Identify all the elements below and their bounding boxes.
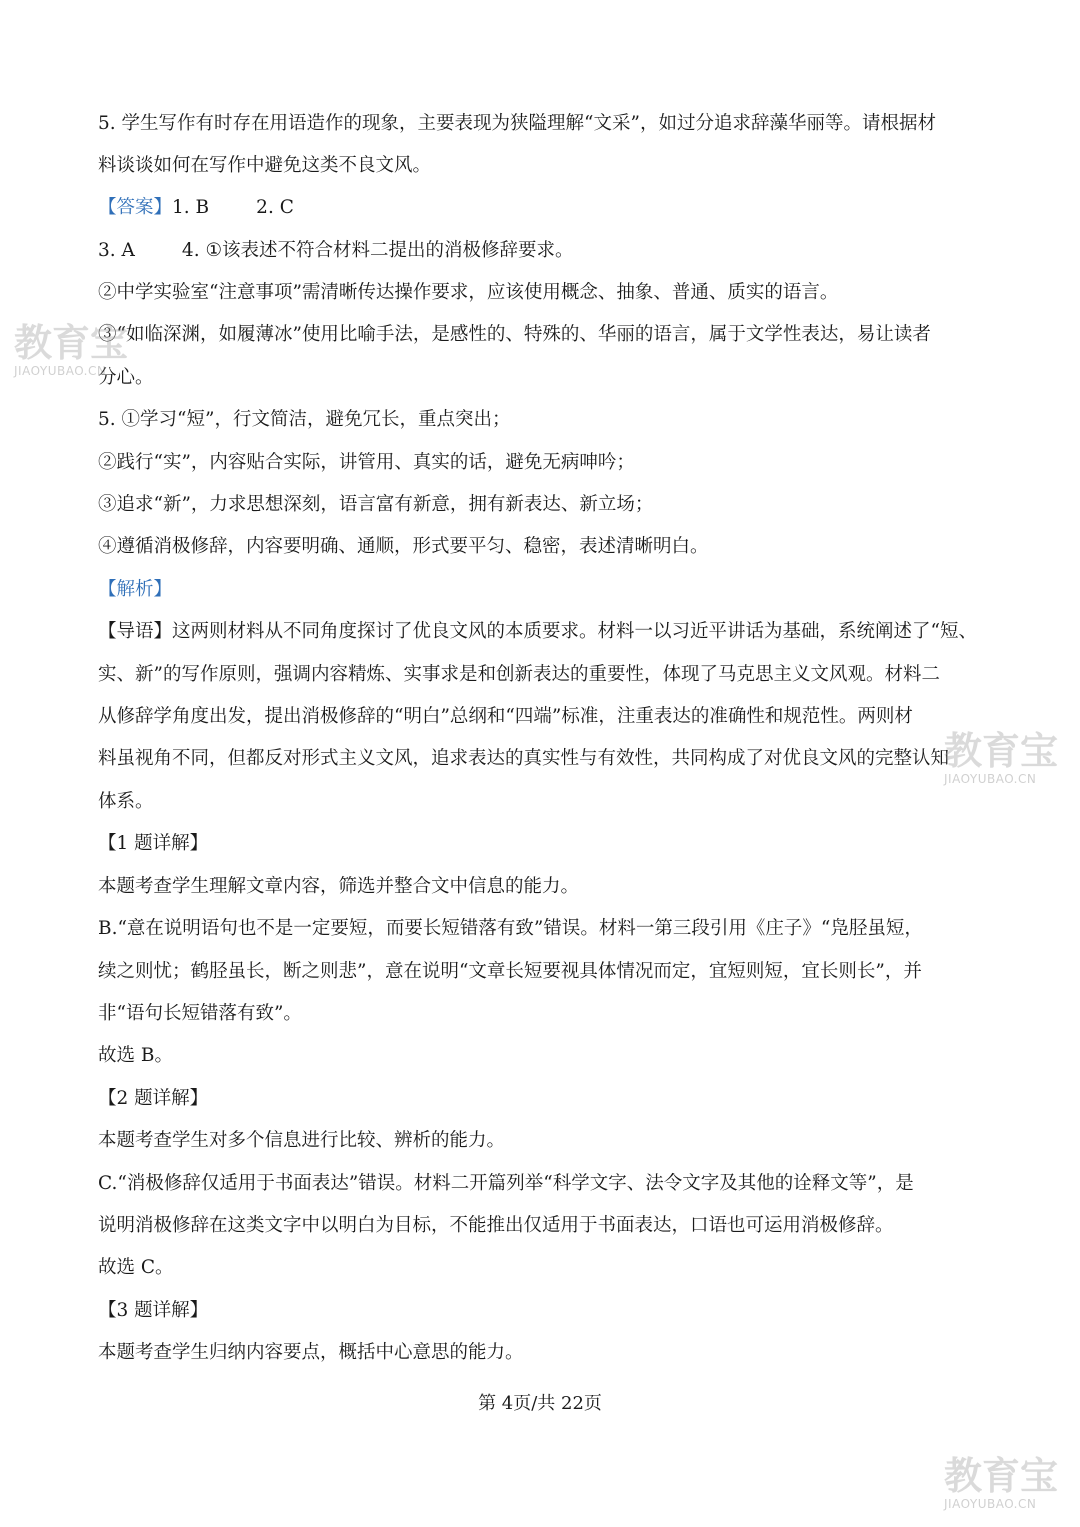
- text-line: ④遵循消极修辞，内容要明确、通顺，形式要平匀、稳密，表述清晰明白。: [98, 536, 709, 557]
- answer-line: [98, 195, 982, 221]
- text-line: 5. 学生写作有时存在用语造作的现象，主要表现为狭隘理解“文采”，如过分追求辞藻华丽等。请根据材: [98, 113, 936, 134]
- text-line: 料虽视角不同，但都反对形式主义文风，追求表达的真实性与有效性，共同构成了对优良文风的完整认知: [98, 748, 950, 769]
- watermark-text: 教育宝: [14, 321, 129, 365]
- text-line: 本题考查学生归纳内容要点，概括中心意思的能力。: [98, 1342, 524, 1363]
- text-line: ③“如临深渊，如履薄冰”使用比喻手法，是感性的、特殊的、华丽的语言，属于文学性表达，易让读者: [98, 324, 931, 345]
- watermark-logo: [944, 1455, 1062, 1515]
- section-heading: 【3 题详解】: [98, 1300, 209, 1321]
- watermark-url: JIAOYUBAO.CN: [14, 364, 107, 378]
- text-line: ②中学实验室“注意事项”需清晰传达操作要求，应该使用概念、抽象、普通、质实的语言。: [98, 282, 839, 303]
- text-line: 非“语句长短错落有致”。: [98, 1003, 302, 1024]
- analysis-label: 【解析】: [98, 579, 173, 600]
- text-line: 料谈谈如何在写作中避免这类不良文风。: [98, 155, 432, 176]
- watermark-text: 教育宝: [944, 1454, 1059, 1498]
- page-number: 第 4页/共 22页: [478, 1393, 602, 1414]
- watermark-url: JIAOYUBAO.CN: [944, 1497, 1037, 1511]
- text-line: B.“意在说明语句也不是一定要短，而要长短错落有致”错误。材料一第三段引用《庄子》“凫胫虽短，: [98, 918, 923, 939]
- text-line: 体系。: [98, 791, 154, 812]
- text-line: 说明消极修辞在这类文字中以明白为目标，不能推出仅适用于书面表达，口语也可运用消极修辞。: [98, 1215, 894, 1236]
- text-line: 故选 B。: [98, 1045, 173, 1066]
- text-line: 实、新”的写作原则，强调内容精炼、实事求是和创新表达的重要性，体现了马克思主义文风观。材料二: [98, 664, 940, 685]
- section-heading: 【2 题详解】: [98, 1088, 209, 1109]
- answer-text: 1. B 2. C: [172, 197, 294, 218]
- text-line: 本题考查学生对多个信息进行比较、辨析的能力。: [98, 1130, 506, 1151]
- text-line: 故选 C。: [98, 1257, 174, 1278]
- text-line: 续之则忧；鹤胫虽长，断之则悲”，意在说明“文章长短要视具体情况而定，宜短则短，宜长则长”，并: [98, 961, 922, 982]
- watermark-url: JIAOYUBAO.CN: [944, 772, 1037, 786]
- section-heading: 【1 题详解】: [98, 833, 209, 854]
- text-line: 分心。: [98, 367, 154, 388]
- text-line: ③追求“新”，力求思想深刻，语言富有新意，拥有新表达、新立场；: [98, 494, 654, 515]
- text-line: ②践行“实”，内容贴合实际，讲管用、真实的话，避免无病呻吟；: [98, 452, 635, 473]
- answer-label: 【答案】: [98, 197, 173, 218]
- analysis-heading: [98, 577, 982, 603]
- text-line: C.“消极修辞仅适用于书面表达”错误。材料二开篇列举“科学文字、法令文字及其他的诠释文等”，是: [98, 1173, 914, 1194]
- text-line: 5. ①学习“短”，行文简洁，避免冗长，重点突出；: [98, 409, 511, 430]
- text-line: 3. A 4. ①该表述不符合材料二提出的消极修辞要求。: [98, 240, 574, 261]
- text-line: 本题考查学生理解文章内容，筛选并整合文中信息的能力。: [98, 876, 580, 897]
- watermark-text: 教育宝: [944, 729, 1059, 773]
- text-line: 从修辞学角度出发，提出消极修辞的“明白”总纲和“四端”标准，注重表达的准确性和规范性。两则材: [98, 706, 913, 727]
- text-line: 【导语】这两则材料从不同角度探讨了优良文风的本质要求。材料一以习近平讲话为基础，系统阐述了“短、: [98, 621, 977, 642]
